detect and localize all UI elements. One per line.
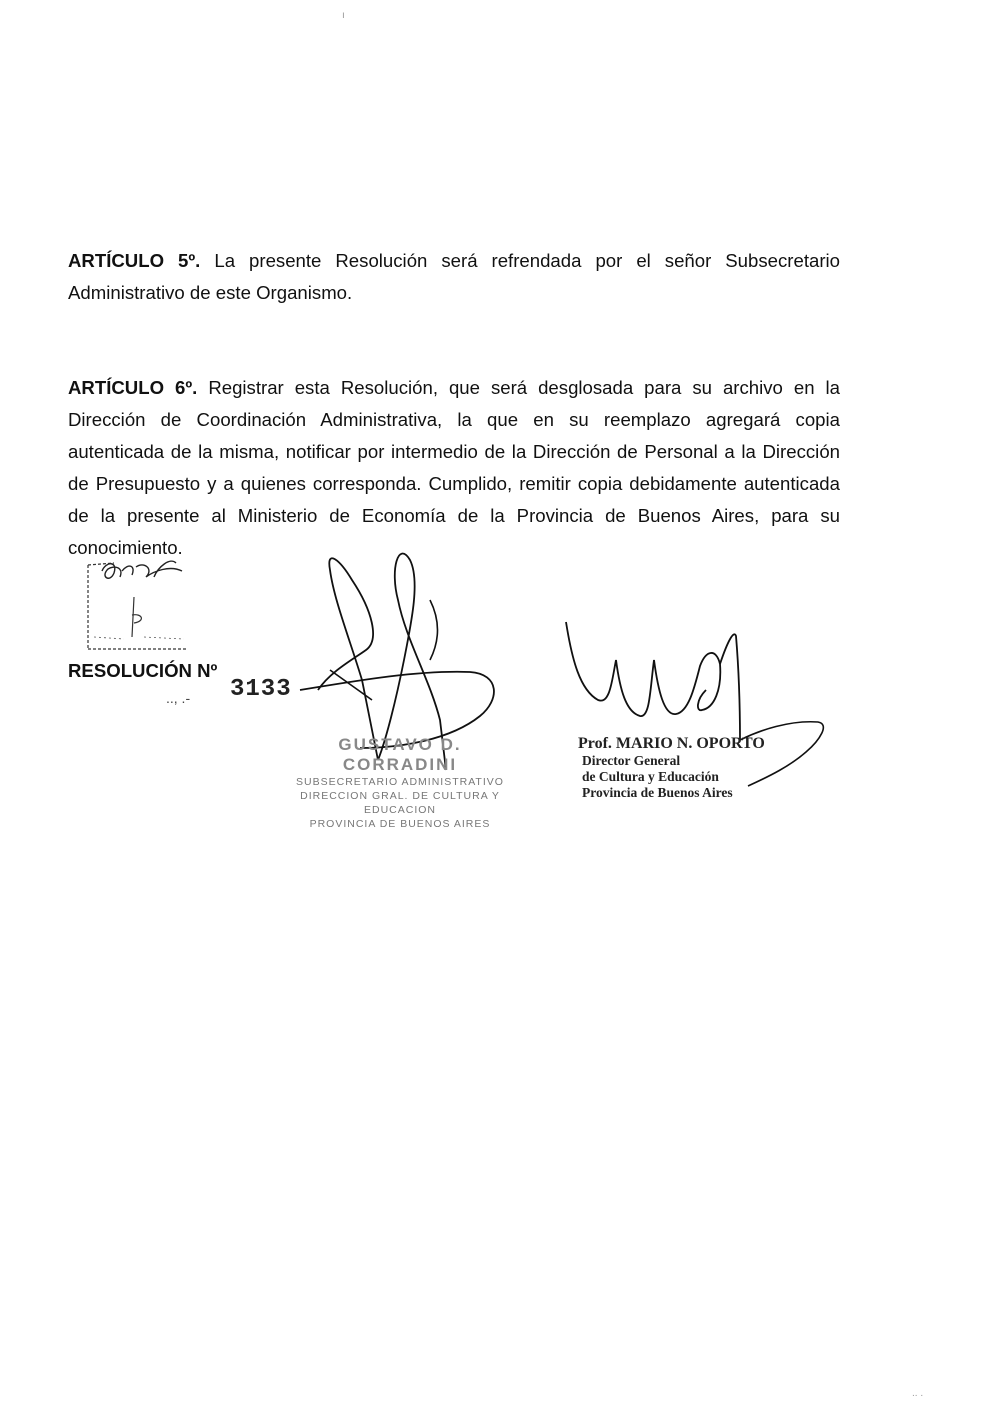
article-6-heading: ARTÍCULO 6º.	[68, 377, 198, 398]
article-5-text: La presente Resolución será refrendada por el señor Subsecretario Administrativo de este Organismo.	[68, 250, 841, 303]
article-6-text: Registrar esta Resolución, que será desglosada para su archivo en la Dirección de Coordinación Administrativa, la que en su reemplazo agregará copia autenticada de la misma, notificar por intermedio de la Dirección de Personal a la Dirección de Presupuesto y a quienes corresponda. Cumplido, remitir copia debidamente autenticada de la presente al Ministerio de Economía de la Provincia de Buenos Aires, para su conocimiento.	[68, 377, 840, 558]
scan-mark: .. .	[912, 1388, 924, 1399]
stamp-right-agency: de Cultura y Educación	[582, 769, 719, 784]
article-5-heading: ARTÍCULO 5º.	[68, 250, 201, 271]
scan-mark: ı	[342, 10, 345, 21]
stamp-right-name: Prof. MARIO N. OPORTO	[578, 735, 765, 752]
stamp-subsecretario	[280, 735, 520, 831]
stamp-right-title: Director General	[582, 753, 681, 768]
stamp-director-general	[578, 735, 778, 801]
stamp-left-title: SUBSECRETARIO ADMINISTRATIVO	[296, 776, 504, 788]
article-5	[68, 245, 840, 309]
stamp-right-province: Provincia de Buenos Aires	[582, 785, 733, 800]
stamp-left-province: PROVINCIA DE BUENOS AIRES	[309, 818, 491, 830]
resolution-number: 3133	[230, 676, 292, 703]
stamp-left-agency: DIRECCION GRAL. DE CULTURA Y EDUCACION	[300, 790, 500, 816]
article-6	[68, 372, 840, 564]
resolution-label: RESOLUCIÓN Nº	[68, 660, 218, 681]
stamp-left-name: GUSTAVO D. CORRADINI	[338, 735, 462, 774]
initials-stamp	[84, 557, 194, 657]
resolution-dots: .., .-	[166, 690, 191, 706]
